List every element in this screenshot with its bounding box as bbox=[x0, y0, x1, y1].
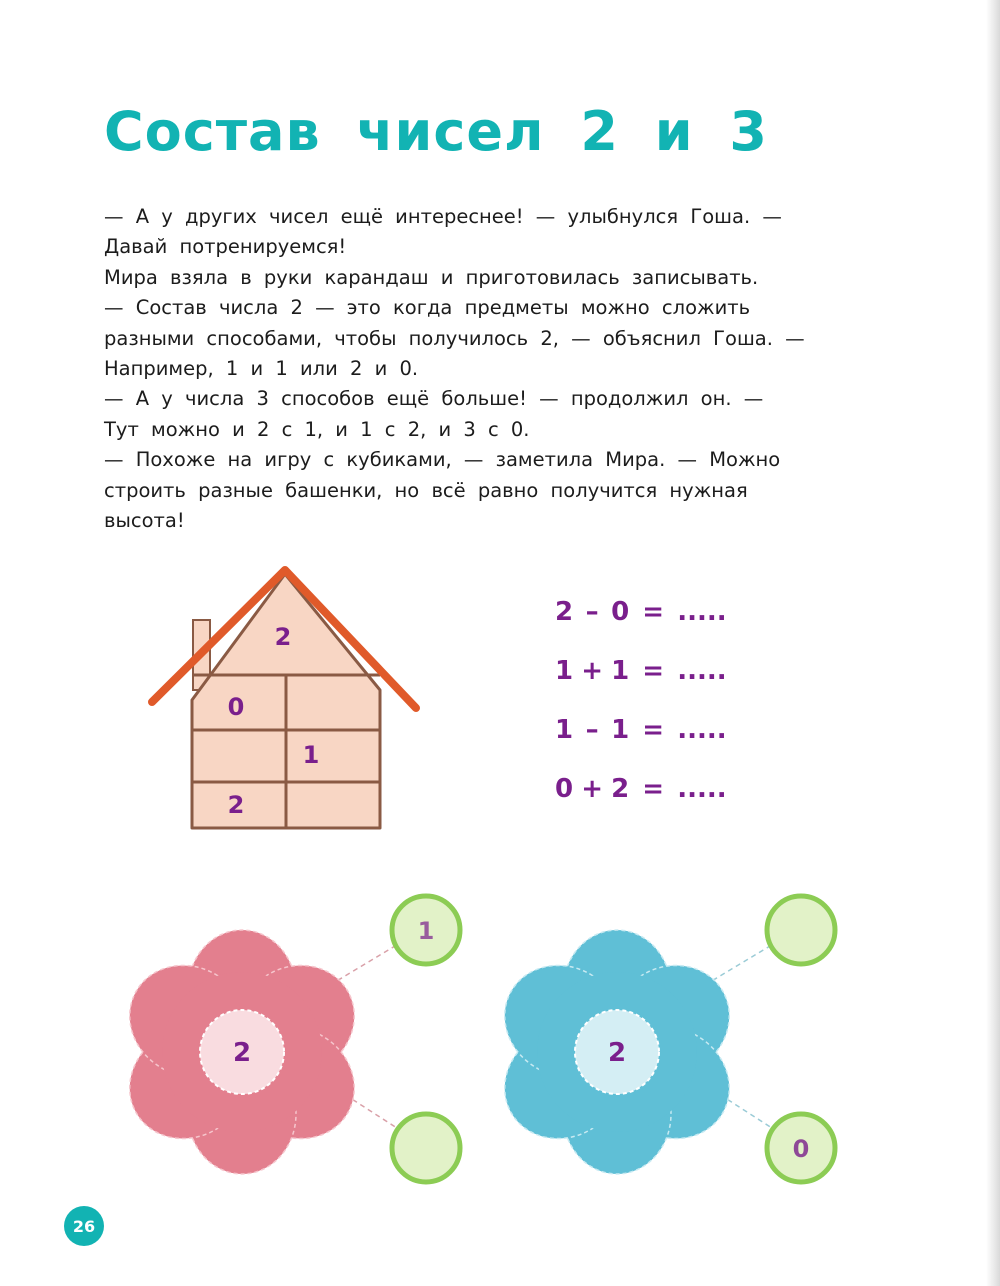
story-text bbox=[104, 202, 884, 536]
equals-sign: = bbox=[642, 596, 665, 627]
flower-pink bbox=[120, 880, 490, 1204]
answer-circle-bottom[interactable] bbox=[392, 1114, 460, 1182]
operand: 0 bbox=[611, 596, 630, 627]
story-line: — А у числа 3 способов ещё больше! — продолжил он. — bbox=[104, 387, 764, 411]
operator: – bbox=[585, 596, 599, 627]
answer-blank[interactable]: ..... bbox=[677, 773, 727, 804]
roof-number: 2 bbox=[274, 623, 292, 651]
page-title: Состав чисел 2 и 3 bbox=[104, 100, 768, 163]
operand: 2 bbox=[611, 773, 630, 804]
answer-blank[interactable]: ..... bbox=[677, 655, 727, 686]
house-cell-number: 0 bbox=[227, 693, 245, 721]
equals-sign: = bbox=[642, 714, 665, 745]
house-cell-number: 2 bbox=[227, 791, 245, 819]
story-line: Например, 1 и 1 или 2 и 0. bbox=[104, 357, 419, 381]
answer-circle-top[interactable] bbox=[767, 896, 835, 964]
story-line: Тут можно и 2 с 1, и 1 с 2, и 3 с 0. bbox=[104, 417, 530, 441]
story-line: Давай потренируемся! bbox=[104, 235, 347, 259]
operand: 1 bbox=[555, 655, 574, 686]
equation-row bbox=[555, 641, 815, 700]
flower-blue bbox=[495, 880, 865, 1204]
story-line: — Состав числа 2 — это когда предметы можно сложить bbox=[104, 296, 751, 320]
operand: 1 bbox=[555, 714, 574, 745]
equals-sign: = bbox=[642, 773, 665, 804]
story-line: — А у других чисел ещё интереснее! — улыбнулся Гоша. — bbox=[104, 205, 782, 228]
equation-row bbox=[555, 700, 815, 759]
page-number: 26 bbox=[64, 1206, 104, 1246]
operand: 0 bbox=[555, 773, 574, 804]
answer-circle-number: 1 bbox=[417, 917, 435, 945]
story-line: Мира взяла в руки карандаш и приготовилась записывать. bbox=[104, 265, 759, 289]
operand: 1 bbox=[611, 655, 630, 686]
equals-sign: = bbox=[642, 655, 665, 686]
flower-center-number: 2 bbox=[607, 1038, 627, 1068]
equation-row bbox=[555, 759, 815, 818]
story-line: — Похоже на игру с кубиками, — заметила Мира. — Можно bbox=[104, 448, 781, 472]
story-line: разными способами, чтобы получилось 2, — объяснил Гоша. — bbox=[104, 326, 805, 350]
operator: – bbox=[585, 714, 599, 745]
answer-circle-number: 0 bbox=[792, 1135, 810, 1163]
equations-list bbox=[555, 582, 815, 818]
story-line: строить разные башенки, но всё равно получится нужная bbox=[104, 478, 748, 502]
flower-center-number: 2 bbox=[232, 1038, 252, 1068]
house-cell-number: 1 bbox=[302, 741, 320, 769]
operand: 2 bbox=[555, 596, 574, 627]
answer-blank[interactable]: ..... bbox=[677, 596, 727, 627]
operand: 1 bbox=[611, 714, 630, 745]
story-line: высота! bbox=[104, 509, 185, 533]
number-house bbox=[140, 560, 440, 850]
equation-row bbox=[555, 582, 815, 641]
operator: + bbox=[581, 773, 603, 804]
page-edge bbox=[986, 0, 1000, 1286]
answer-blank[interactable]: ..... bbox=[677, 714, 727, 745]
operator: + bbox=[581, 655, 603, 686]
